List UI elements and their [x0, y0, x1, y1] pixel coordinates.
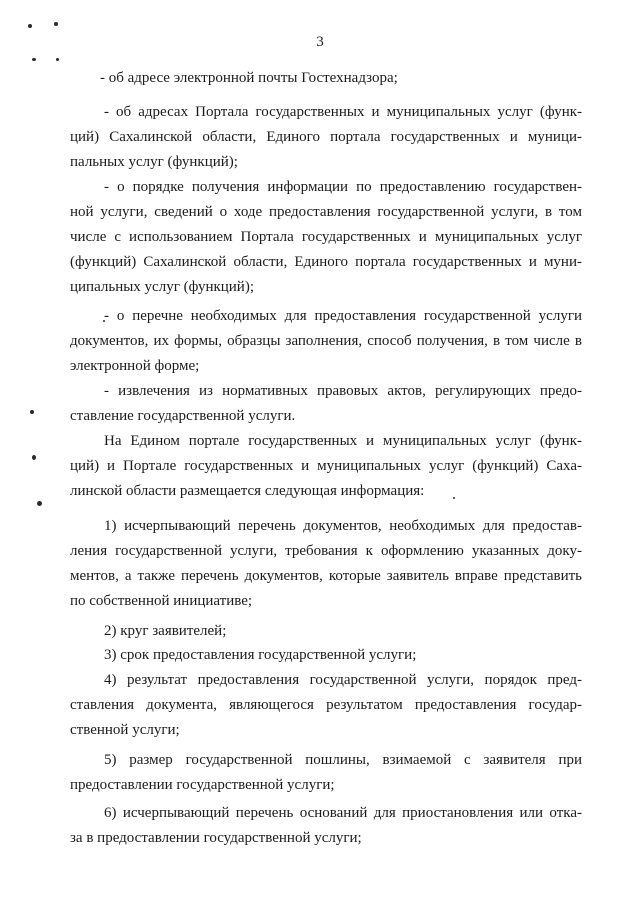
- text-line: - об адресах Портала государственных и муниципальных услуг (функ-: [104, 104, 582, 120]
- scan-speck: [56, 58, 59, 61]
- scan-speck: [30, 410, 34, 414]
- text-line: пальных услуг (функций);: [70, 154, 238, 170]
- text-line: - о перечне необходимых для предоставления государственной услуги: [104, 308, 582, 324]
- text-line: ципальных услуг (функций);: [70, 279, 254, 295]
- text-line: ления государственной услуги, требования к оформлению указанных доку-: [70, 543, 582, 559]
- text-line: за в предоставлении государственной услуги;: [70, 830, 362, 846]
- text-line: документов, их формы, образцы заполнения, способ получения, в том числе в: [70, 333, 582, 349]
- text-line: 5) размер государственной пошлины, взимаемой с заявителя при: [104, 752, 582, 768]
- text-line: линской области размещается следующая информация:: [70, 483, 425, 499]
- text-line: - о порядке получения информации по предоставлению государствен-: [104, 179, 582, 195]
- text-line: (функций) Сахалинской области, Единого портала государственных и муни-: [70, 254, 582, 270]
- text-line: электронной форме;: [70, 358, 200, 374]
- text-line: предоставлении государственной услуги;: [70, 777, 335, 793]
- text-line: ственной услуги;: [70, 722, 180, 738]
- scan-speck: [32, 58, 36, 61]
- text-line: ной услуги, сведений о ходе предоставления государственной услуги, в том: [70, 204, 582, 220]
- text-line: 6) исчерпывающий перечень оснований для приостановления или отка-: [104, 805, 582, 821]
- text-line: 3) срок предоставления государственной услуги;: [104, 647, 417, 663]
- text-line: по собственной инициативе;: [70, 593, 253, 609]
- text-line: - извлечения из нормативных правовых актов, регулирующих предо-: [104, 383, 582, 399]
- text-line: ций) и Портале государственных и муниципальных услуг (функций) Саха-: [70, 458, 582, 474]
- scan-speck: [28, 24, 32, 28]
- scan-speck: [54, 22, 58, 26]
- text-line: числе с использованием Портала государственных и муниципальных услуг: [70, 229, 582, 245]
- scan-speck: [32, 455, 36, 460]
- text-line: - об адресе электронной почты Гостехнадзора;: [100, 70, 398, 86]
- text-line: 2) круг заявителей;: [104, 623, 227, 639]
- text-line: ставление государственной услуги.: [70, 408, 296, 424]
- page-number: 3: [316, 34, 324, 50]
- text-line: ций) Сахалинской области, Единого портала государственных и муници-: [70, 129, 582, 145]
- scan-speck: [37, 501, 42, 506]
- text-line: На Едином портале государственных и муниципальных услуг (функ-: [104, 433, 582, 449]
- text-line: ставления документа, являющегося результатом предоставления государ-: [70, 697, 582, 713]
- text-line: 4) результат предоставления государственной услуги, порядок пред-: [104, 672, 582, 688]
- text-line: 1) исчерпывающий перечень документов, необходимых для предостав-: [104, 518, 582, 534]
- text-line: ментов, а также перечень документов, которые заявитель вправе представить: [70, 568, 582, 584]
